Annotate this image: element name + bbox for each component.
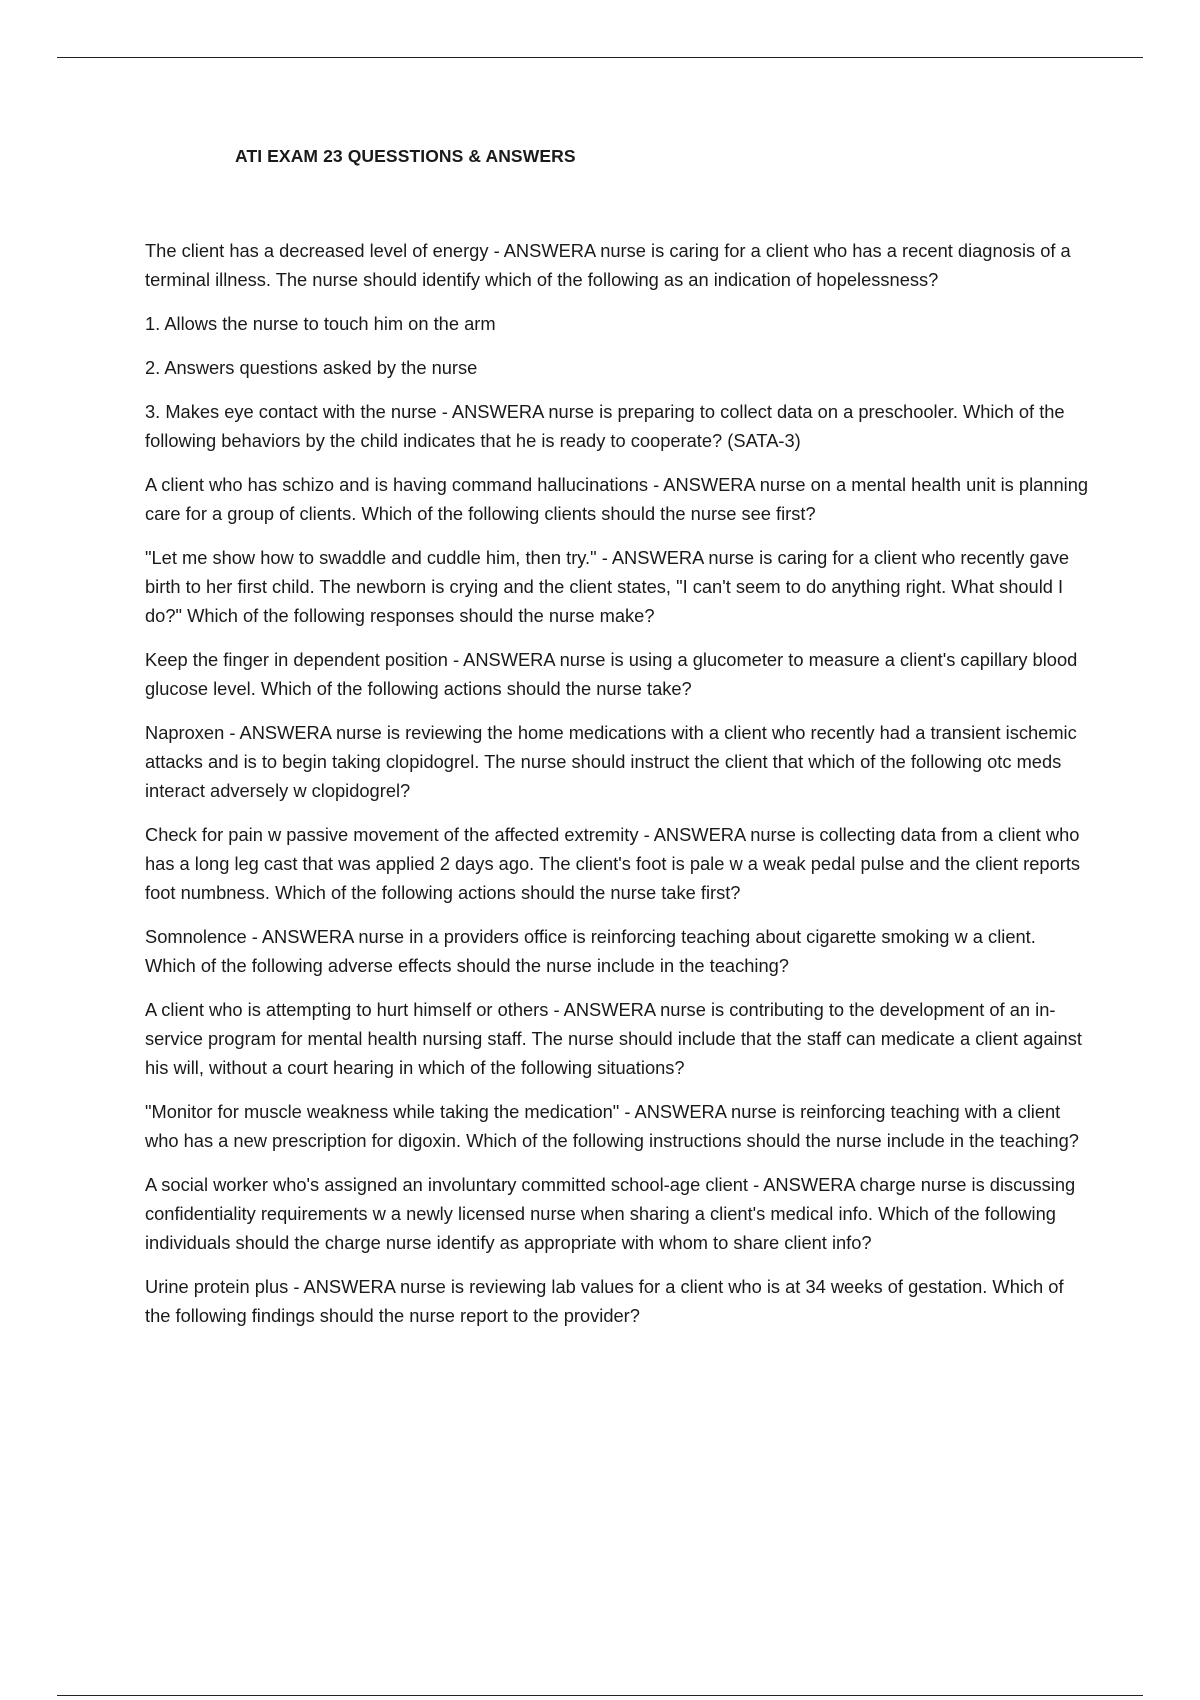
paragraph: 1. Allows the nurse to touch him on the arm (145, 313, 496, 334)
paragraph: Naproxen - ANSWERA nurse is reviewing the home medications with a client who recently had a transient ischemic attacks and is to begin taking clopidogrel. The nurse should instruct the client that which of the following otc meds interact adversely w clopidogrel? (145, 722, 1077, 801)
paragraph: Keep the finger in dependent position - ANSWERA nurse is using a glucometer to measure a client's capillary blood glucose level. Which of the following actions should the nurse take? (145, 649, 1078, 699)
paragraph: The client has a decreased level of energy - ANSWERA nurse is caring for a client who has a recent diagnosis of a terminal illness. The nurse should identify which of the following as an indication of hopelessness? (145, 240, 1071, 290)
document-title: ATI EXAM 23 QUESSTIONS & ANSWERS (235, 146, 576, 166)
paragraph: "Monitor for muscle weakness while taking the medication" - ANSWERA nurse is reinforcing teaching with a client who has a new prescription for digoxin. Which of the following instructions should the nurse include in the teaching? (145, 1101, 1079, 1151)
paragraph: Urine protein plus - ANSWERA nurse is reviewing lab values for a client who is at 34 weeks of gestation. Which of the following findings should the nurse report to the provider? (145, 1276, 1064, 1326)
paragraph: Check for pain w passive movement of the affected extremity - ANSWERA nurse is collecting data from a client who has a long leg cast that was applied 2 days ago. The client's foot is pale w a weak pedal pulse and the client reports foot numbness. Which of the following actions should the nurse take first? (145, 824, 1081, 903)
bottom-divider (57, 1695, 1143, 1696)
paragraph: Somnolence - ANSWERA nurse in a providers office is reinforcing teaching about cigarette smoking w a client. Which of the following adverse effects should the nurse include in the teaching? (145, 926, 1036, 976)
paragraph: A client who has schizo and is having command hallucinations - ANSWERA nurse on a mental health unit is planning care for a group of clients. Which of the following clients should the nurse see first? (145, 474, 1089, 524)
paragraph: 3. Makes eye contact with the nurse - ANSWERA nurse is preparing to collect data on a preschooler. Which of the following behaviors by the child indicates that he is ready to cooperate? (SATA-3) (145, 401, 1065, 451)
top-divider (57, 57, 1143, 58)
paragraph: A social worker who's assigned an involuntary committed school-age client - ANSWERA charge nurse is discussing confidentiality requirements w a newly licensed nurse when sharing a client's medical info. Which of the following individuals should the charge nurse identify as appropriate with whom to share client info? (145, 1174, 1076, 1253)
paragraph: A client who is attempting to hurt himself or others - ANSWERA nurse is contributing to the development of an in-service program for mental health nursing staff. The nurse should include that the staff can medicate a client against his will, without a court hearing in which of the following situations? (145, 999, 1082, 1078)
document-body (145, 236, 1090, 1345)
paragraph: 2. Answers questions asked by the nurse (145, 357, 478, 378)
paragraph: "Let me show how to swaddle and cuddle him, then try." - ANSWERA nurse is caring for a client who recently gave birth to her first child. The newborn is crying and the client states, "I can't seem to do anything right. What should I do?" Which of the following responses should the nurse make? (145, 547, 1070, 626)
